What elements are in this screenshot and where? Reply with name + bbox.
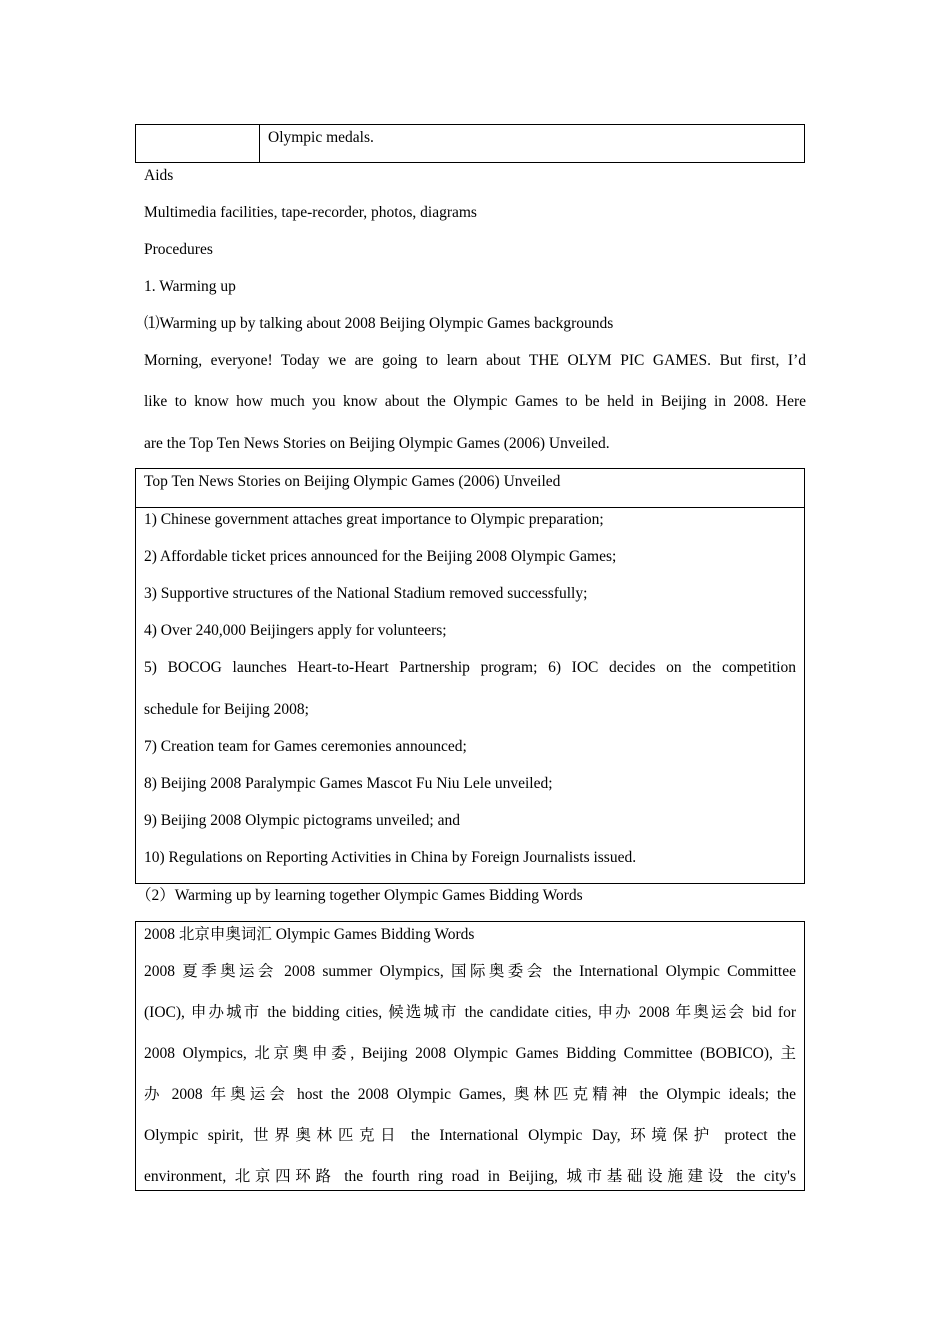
news-item: 8) Beijing 2008 Paralympic Games Mascot Fu Niu Lele unveiled; xyxy=(144,775,553,792)
news-item: 9) Beijing 2008 Olympic pictograms unveiled; and xyxy=(144,812,460,829)
intro-line: Morning, everyone! Today we are going to learn about THE OLYM PIC GAMES. But first, I’d xyxy=(144,352,806,369)
news-item: 2) Affordable ticket prices announced for the Beijing 2008 Olympic Games; xyxy=(144,548,617,565)
words-line: (IOC), 申办城市 the bidding cities, 候选城市 the candidate cities, 申办 2008 年奥运会 bid for xyxy=(144,1004,796,1021)
words-line: 2008 Olympics, 北京奥申委, Beijing 2008 Olympic Games Bidding Committee (BOBICO), 主 xyxy=(144,1045,796,1062)
intro-line: like to know how much you know about the Olympic Games to be held in Beijing in 2008. Here xyxy=(144,393,806,410)
step2-sub: （2）Warming up by learning together Olympic Games Bidding Words xyxy=(136,887,583,904)
step1-heading: 1. Warming up xyxy=(144,278,236,295)
words-line: 办 2008 年奥运会 host the 2008 Olympic Games, 奥林匹克精神 the Olympic ideals; the xyxy=(144,1086,796,1103)
top-table xyxy=(135,124,805,163)
intro-line: are the Top Ten News Stories on Beijing Olympic Games (2006) Unveiled. xyxy=(144,435,610,452)
top-table-cell-text: Olympic medals. xyxy=(268,129,374,146)
words-box-title: 2008 北京申奥词汇 Olympic Games Bidding Words xyxy=(144,926,475,943)
aids-heading: Aids xyxy=(144,167,174,184)
news-item: 1) Chinese government attaches great importance to Olympic preparation; xyxy=(144,511,604,528)
news-item: 7) Creation team for Games ceremonies announced; xyxy=(144,738,467,755)
words-line: Olympic spirit, 世界奥林匹克日 the International Olympic Day, 环境保护 protect the xyxy=(144,1127,796,1144)
news-item: 4) Over 240,000 Beijingers apply for volunteers; xyxy=(144,622,447,639)
news-item: 5) BOCOG launches Heart-to-Heart Partnership program; 6) IOC decides on the competition xyxy=(144,659,796,676)
procedures-heading: Procedures xyxy=(144,241,213,258)
aids-text: Multimedia facilities, tape-recorder, photos, diagrams xyxy=(144,204,477,221)
words-line: 2008 夏季奥运会 2008 summer Olympics, 国际奥委会 the International Olympic Committee xyxy=(144,963,796,980)
news-table-header: Top Ten News Stories on Beijing Olympic Games (2006) Unveiled xyxy=(144,473,561,490)
news-table-header-divider xyxy=(135,507,805,508)
news-item: 10) Regulations on Reporting Activities in China by Foreign Journalists issued. xyxy=(144,849,637,866)
news-item: schedule for Beijing 2008; xyxy=(144,701,309,718)
step1-sub: ⑴Warming up by talking about 2008 Beijing Olympic Games backgrounds xyxy=(144,315,614,332)
top-table-divider xyxy=(259,124,260,163)
words-line: environment, 北京四环路 the fourth ring road in Beijing, 城市基础设施建设 the city's xyxy=(144,1168,796,1185)
news-item: 3) Supportive structures of the National Stadium removed successfully; xyxy=(144,585,588,602)
